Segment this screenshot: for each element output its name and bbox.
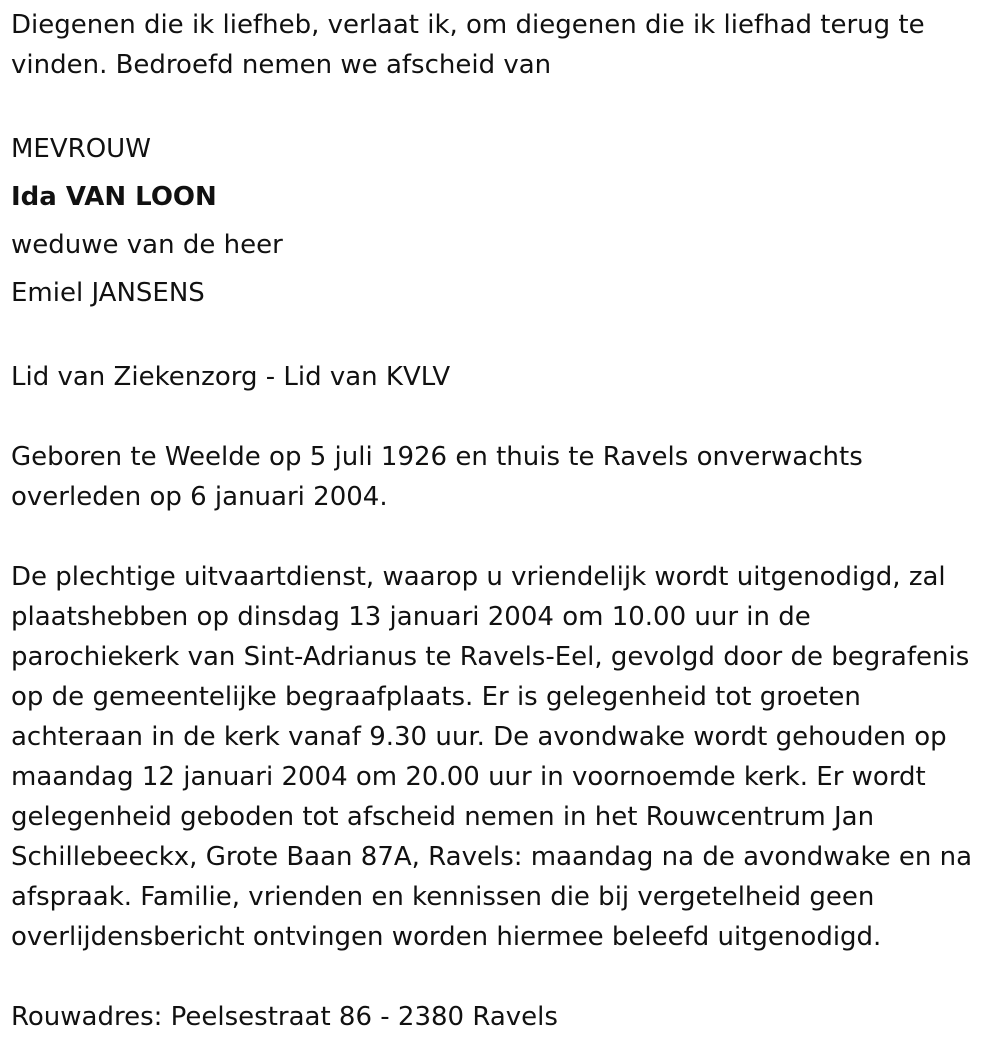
deceased-name: Ida VAN LOON	[11, 182, 217, 212]
relation-text: weduwe van de heer	[11, 230, 283, 260]
spacer	[11, 85, 1000, 125]
service-line: op de gemeentelijke begraafplaats. Er is gelegenheid tot groeten	[11, 682, 861, 712]
spacer	[11, 957, 1000, 997]
intro-line-1: Diegenen die ik liefheb, verlaat ik, om diegenen die ik liefhad terug te	[11, 10, 925, 40]
birth-death-line-1: Geboren te Weelde op 5 juli 1926 en thuis te Ravels onverwachts	[11, 442, 863, 472]
spacer	[11, 317, 1000, 357]
service-line: plaatshebben op dinsdag 13 januari 2004 om 10.00 uur in de	[11, 602, 811, 632]
spacer	[11, 397, 1000, 437]
birth-death-line-2: overleden op 6 januari 2004.	[11, 482, 388, 512]
honorific: MEVROUW	[11, 134, 151, 164]
service-line: De plechtige uitvaartdienst, waarop u vriendelijk wordt uitgenodigd, zal	[11, 562, 946, 592]
intro-line-2: vinden. Bedroefd nemen we afscheid van	[11, 50, 552, 80]
deceased-block	[11, 125, 1000, 317]
service-line: achteraan in de kerk vanaf 9.30 uur. De avondwake wordt gehouden op	[11, 722, 947, 752]
service-line: gelegenheid geboden tot afscheid nemen in het Rouwcentrum Jan	[11, 802, 875, 832]
spouse-name: Emiel JANSENS	[11, 278, 205, 308]
service-paragraph	[11, 557, 1000, 957]
service-line: parochiekerk van Sint-Adrianus te Ravels-Eel, gevolgd door de begrafenis	[11, 642, 970, 672]
membership-line: Lid van Ziekenzorg - Lid van KVLV	[11, 362, 451, 392]
spacer	[11, 517, 1000, 557]
service-line: maandag 12 januari 2004 om 20.00 uur in voornoemde kerk. Er wordt	[11, 762, 926, 792]
service-line: afspraak. Familie, vrienden en kennissen die bij vergetelheid geen	[11, 882, 875, 912]
mourning-address: Rouwadres: Peelsestraat 86 - 2380 Ravels	[11, 1002, 558, 1032]
service-line: Schillebeeckx, Grote Baan 87A, Ravels: maandag na de avondwake en na	[11, 842, 973, 872]
service-line: overlijdensbericht ontvingen worden hiermee beleefd uitgenodigd.	[11, 922, 882, 952]
